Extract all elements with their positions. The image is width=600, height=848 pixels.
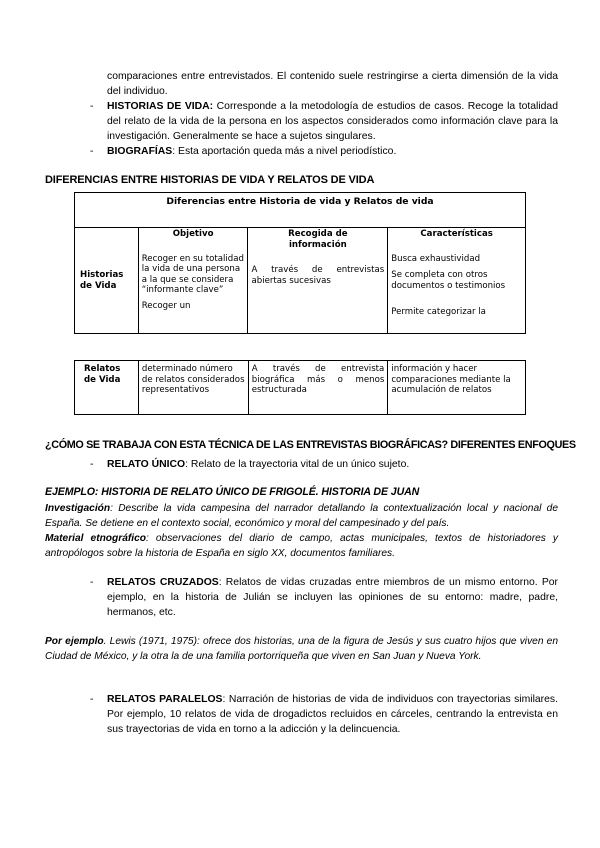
objetivo-text-b: Recoger un bbox=[141, 300, 191, 311]
caracteristicas-text-a: Busca exhaustividad bbox=[391, 253, 481, 264]
material-label: Material etnográfico bbox=[45, 533, 146, 544]
historias-de-vida-item bbox=[107, 99, 558, 144]
row-label-relatos-cell bbox=[75, 361, 139, 415]
relato-unico-label: RELATO ÚNICO bbox=[107, 459, 186, 470]
row-label-historias: Historias de Vida bbox=[80, 270, 124, 291]
investigacion-paragraph bbox=[45, 501, 558, 531]
por-ejemplo-label: Por ejemplo bbox=[45, 636, 104, 647]
como-heading: ¿CÓMO SE TRABAJA CON ESTA TÉCNICA DE LAS ENTREVISTAS BIOGRÁFICAS? DIFERENTES ENFOQUES bbox=[45, 439, 576, 451]
relatos-objetivo-text: determinado número de relatos considerados representativos bbox=[141, 364, 245, 396]
bullet-dash: - bbox=[90, 459, 94, 470]
material-paragraph bbox=[45, 531, 558, 561]
relato-unico-item bbox=[107, 457, 558, 472]
historias-de-vida-label: HISTORIAS DE VIDA: bbox=[107, 101, 214, 112]
differences-table-continued bbox=[74, 360, 526, 415]
recogida-cell bbox=[248, 228, 388, 334]
bullet-dash: - bbox=[90, 101, 94, 112]
bullet-dash: - bbox=[90, 146, 94, 157]
biografias-item bbox=[107, 144, 558, 159]
relatos-cruzados-label: RELATOS CRUZADOS bbox=[107, 577, 219, 588]
por-ejemplo-paragraph bbox=[45, 634, 558, 664]
biografias-text: : Esta aportación queda más a nivel periodístico. bbox=[172, 146, 397, 157]
caracteristicas-text-b: Se completa con otros documentos o testimonios bbox=[391, 270, 506, 291]
relatos-recogida-cell bbox=[248, 361, 388, 415]
relatos-cruzados-item bbox=[107, 575, 558, 620]
relatos-paralelos-item bbox=[107, 692, 558, 737]
header-objetivo: Objetivo bbox=[172, 229, 214, 239]
objetivo-text-a: Recoger en su totalidad la vida de una persona a la que se considera “informante clave” bbox=[141, 253, 244, 296]
caracteristicas-text-c: Permite categorizar la bbox=[391, 307, 486, 318]
relatos-caracteristicas-cell bbox=[388, 361, 526, 415]
relatos-paralelos-text: : Narración de historias de vida de individuos con trayectorias similares. Por ejemplo, 10 relatos de vida de drogadictos recluidos en cárceles, centrando la entrevista en sus trayectorias de vida en torno a la adicción y la delincuencia. bbox=[107, 694, 558, 735]
relatos-paralelos-label: RELATOS PARALELOS bbox=[107, 694, 223, 705]
investigacion-text: : Describe la vida campesina del narrador detallando la contextualización local y nacional de España. Se detiene en el contexto social, económico y moral del campesinado y del país. bbox=[45, 503, 558, 529]
bullet-dash: - bbox=[90, 577, 94, 588]
header-recogida: Recogida de información bbox=[288, 229, 348, 250]
differences-table bbox=[74, 192, 526, 334]
biografias-label: BIOGRAFÍAS bbox=[107, 146, 173, 157]
historias-de-vida-text: Corresponde a la metodología de estudios de casos. Recoge la totalidad del relato de la vida de la persona en los aspectos considerados como información clave para la investigación. Generalmente se hace a sujetos singulares. bbox=[107, 101, 558, 142]
header-caracteristicas: Características bbox=[420, 229, 493, 239]
objetivo-cell bbox=[138, 228, 248, 334]
material-text: : observaciones del diario de campo, actas municipales, textos de historiadores y antropólogos sobre la historia de España en siglo XX, documentos familiares. bbox=[45, 533, 558, 559]
table-title: Diferencias entre Historia de vida y Relatos de vida bbox=[75, 193, 526, 228]
row-label-relatos: Relatos de Vida bbox=[84, 364, 121, 385]
investigacion-label: Investigación bbox=[45, 503, 111, 514]
recogida-text: A través de entrevistas abiertas sucesivas bbox=[251, 265, 385, 286]
relatos-cruzados-text: : Relatos de vidas cruzadas entre miembros de un mismo entorno. Por ejemplo, en la historia de Julián se incluyen las opiniones de su entorno: madre, padre, hermanos, etc. bbox=[107, 577, 558, 618]
continuation-paragraph: comparaciones entre entrevistados. El contenido suele restringirse a cierta dimensión de la vida del individuo. bbox=[107, 71, 558, 97]
relatos-recogida-text: A través de entrevista biográfica más o menos estructurada bbox=[251, 364, 385, 396]
relato-unico-text: : Relato de la trayectoria vital de un único sujeto. bbox=[185, 459, 410, 470]
por-ejemplo-text: . Lewis (1971, 1975): ofrece dos historias, una de la figura de Jesús y sus cuatro hijos que viven en Ciudad de México, y la otra la de una familia portorriqueña que viven en San Juan y Nueva York. bbox=[45, 636, 558, 662]
caracteristicas-cell bbox=[388, 228, 526, 334]
relatos-caracteristicas-text: información y hacer comparaciones mediante la acumulación de relatos bbox=[391, 364, 511, 396]
differences-heading: DIFERENCIAS ENTRE HISTORIAS DE VIDA Y RELATOS DE VIDA bbox=[45, 174, 375, 186]
relatos-objetivo-cell bbox=[138, 361, 248, 415]
ejemplo-heading: EJEMPLO: HISTORIA DE RELATO ÚNICO DE FRIGOLÉ. HISTORIA DE JUAN bbox=[45, 486, 420, 498]
bullet-dash: - bbox=[90, 694, 94, 705]
